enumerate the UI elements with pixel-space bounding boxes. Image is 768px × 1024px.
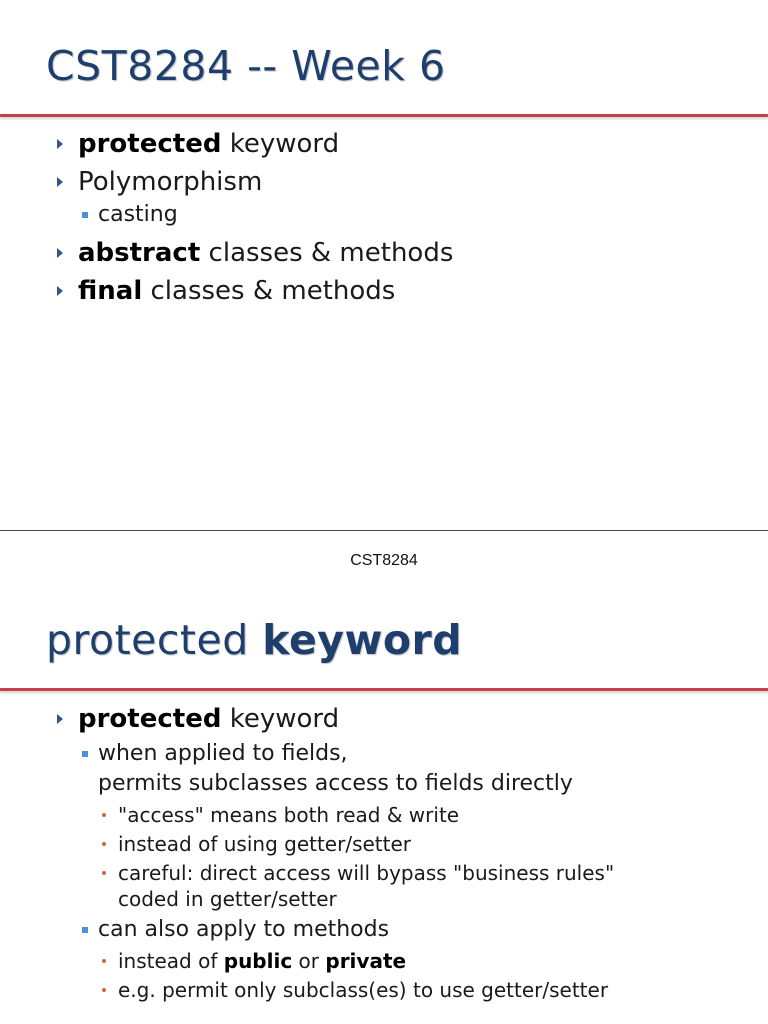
bullet-text: keyword bbox=[221, 129, 340, 159]
slide-divider bbox=[0, 530, 768, 531]
dot-bullet-icon bbox=[102, 813, 106, 817]
bullet-text: keyword bbox=[221, 704, 340, 734]
title-text: protected bbox=[46, 616, 263, 664]
triangle-bullet-icon bbox=[57, 286, 63, 296]
keyword-abstract: abstract bbox=[78, 238, 201, 268]
dot-bullet-icon bbox=[102, 988, 106, 992]
square-bullet-icon bbox=[82, 927, 88, 933]
dot-bullet-icon bbox=[102, 959, 106, 963]
bullet-text: or bbox=[292, 949, 326, 973]
slide-1-bullet-abstract bbox=[0, 235, 768, 271]
keyword-final: final bbox=[78, 276, 143, 306]
bullet-text: instead of bbox=[118, 949, 224, 973]
slide-2-detail-public-private bbox=[0, 948, 768, 974]
slide-2-bullet-protected bbox=[0, 701, 768, 737]
triangle-bullet-icon bbox=[57, 177, 63, 187]
bullet-text: can also apply to methods bbox=[98, 917, 390, 942]
slide-2-detail-careful bbox=[0, 860, 768, 912]
slide-1-title: CST8284 -- Week 6 bbox=[46, 42, 446, 90]
slide-2-detail-getter-setter bbox=[0, 831, 768, 857]
slide-2-title-rule bbox=[0, 688, 768, 691]
slide-1-bullet-protected bbox=[0, 126, 768, 162]
bullet-text: classes & methods bbox=[142, 276, 396, 306]
slide-1-title-rule bbox=[0, 114, 768, 117]
slide-footer: CST8284 bbox=[350, 552, 418, 569]
slide-2-title bbox=[46, 616, 462, 664]
keyword-protected: protected bbox=[78, 129, 222, 159]
bullet-text: "access" means both read & write bbox=[118, 803, 460, 827]
bullet-text: e.g. permit only subclass(es) to use getter/setter bbox=[118, 978, 609, 1002]
triangle-bullet-icon bbox=[57, 714, 63, 724]
code-private: private bbox=[325, 949, 407, 973]
square-bullet-icon bbox=[82, 212, 88, 218]
bullet-text: instead of using getter/setter bbox=[118, 832, 412, 856]
triangle-bullet-icon bbox=[57, 248, 63, 258]
slide-2-subbullet-methods bbox=[0, 915, 768, 945]
dot-bullet-icon bbox=[102, 842, 106, 846]
bullet-text-line: when applied to fields, bbox=[98, 741, 348, 766]
square-bullet-icon bbox=[82, 751, 88, 757]
triangle-bullet-icon bbox=[57, 139, 63, 149]
slide-1-subbullet-casting bbox=[0, 200, 768, 230]
bullet-text: Polymorphism bbox=[78, 167, 263, 197]
slide-1-bullet-final bbox=[0, 273, 768, 309]
title-keyword: keyword bbox=[262, 616, 463, 664]
keyword-protected: protected bbox=[78, 704, 222, 734]
dot-bullet-icon bbox=[102, 871, 106, 875]
slide-2-detail-subclass-getter bbox=[0, 977, 768, 1003]
slide-2-bullet-list bbox=[0, 701, 768, 1006]
bullet-text-line: permits subclasses access to fields directly bbox=[98, 771, 573, 796]
bullet-text: classes & methods bbox=[200, 238, 454, 268]
slide-2-detail-access bbox=[0, 802, 768, 828]
slide-1-bullet-polymorphism bbox=[0, 164, 768, 200]
slide-2-subbullet-fields bbox=[0, 739, 768, 799]
bullet-text-line: coded in getter/setter bbox=[118, 887, 337, 911]
bullet-text-line: careful: direct access will bypass "business rules" bbox=[118, 861, 615, 885]
slide-1-bullet-list bbox=[0, 126, 768, 311]
code-public: public bbox=[223, 949, 293, 973]
bullet-text: casting bbox=[98, 202, 178, 227]
